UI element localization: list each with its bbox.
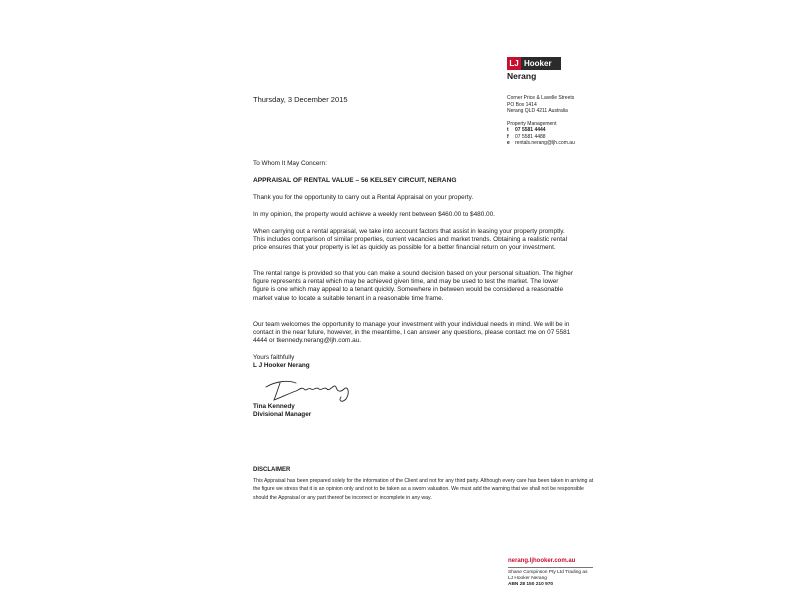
contact-email — [507, 140, 575, 147]
footer-website: nerang.ljhooker.com.au — [508, 558, 576, 564]
company-logo — [507, 57, 561, 79]
disclaimer-text: This Appraisal has been prepared solely for the information of the Client and not for any third party. Although every care has been taken in arriving at the figure we stress that it is an opinion only and not to be taken as a sworn valuation. We must add the warning that we shall not be responsible should the Appraisal or any part thereof be incorrect or incomplete in any way. — [253, 478, 594, 501]
address-block — [507, 95, 575, 147]
letter-paragraph: The rental range is provided so that you can make a sound decision based on your personal situation. The higher figure represents a rental which may be achieved given time, and may be used to test the market. The lower figure is one which may appeal to a tenant quickly. Somewhere in between would be considered a reasonable market value to locate a suitable tenant in a reasonable time frame. — [253, 270, 573, 302]
signer-block — [253, 403, 311, 419]
letter-date: Thursday, 3 December 2015 — [253, 95, 348, 104]
letter-paragraph: Thank you for the opportunity to carry out a Rental Appraisal on your property. — [253, 194, 474, 201]
letter-subject: APPRAISAL OF RENTAL VALUE – 56 KELSEY CIRCUIT, NERANG — [253, 177, 457, 184]
footer-entity: Shane Compinson Pty Ltd Trading as — [508, 570, 588, 575]
closing-firm: L J Hooker Nerang — [253, 362, 310, 370]
footer-divider — [508, 567, 593, 568]
contact-key: f — [507, 133, 509, 140]
letter-paragraph: In my opinion, the property would achieve a weekly rent between $460.00 to $480.00. — [253, 211, 495, 218]
footer-trading-name: LJ Hooker Nerang — [508, 576, 547, 581]
logo-brand: Hooker — [521, 57, 561, 70]
department-label: Property Management — [507, 120, 557, 127]
letter-greeting: To Whom It May Concern: — [253, 160, 327, 167]
logo-badge — [507, 57, 561, 70]
contact-value: 07 5581 4444 — [515, 127, 546, 133]
footer-abn: ABN 28 150 210 970 — [508, 582, 554, 587]
letter-paragraph: Our team welcomes the opportunity to manage your investment with your individual needs in mind. We will be in contact in the near future, however, in the meantime, I can answer any questions, please contact me on 07 5581 4444 or tkennedy.nerang@ljh.com.au. — [253, 321, 571, 345]
address-line: Corner Price & Lavelle Streets — [507, 95, 575, 101]
contact-key: e — [507, 140, 510, 146]
letter-paragraph: When carrying out a rental appraisal, we take into account factors that assist in leasing your property promptly. This includes comparison of similar properties, current vacancies and market trends. Obtaining a realistic rental price ensures that your property is let as quickly as possible for a better financial return on your investment. — [253, 228, 567, 252]
signer-title: Divisional Manager — [253, 411, 312, 419]
closing-phrase: Yours faithfully — [253, 354, 295, 361]
address-line: Nerang QLD 4211 Australia — [507, 108, 568, 114]
handwritten-signature — [262, 375, 357, 403]
contact-value: rentals.nerang@ljh.com.au — [515, 140, 575, 146]
letter-footer — [508, 558, 593, 588]
contact-key: t — [507, 127, 509, 133]
signer-name: Tina Kennedy — [253, 403, 295, 410]
logo-office: Nerang — [507, 71, 537, 81]
logo-mark: LJ — [507, 57, 521, 70]
disclaimer-title: DISCLAIMER — [253, 467, 291, 473]
contact-value: 07 5581 4488 — [515, 133, 546, 140]
letter-closing — [253, 354, 573, 370]
address-line: PO Box 1414 — [507, 101, 537, 108]
